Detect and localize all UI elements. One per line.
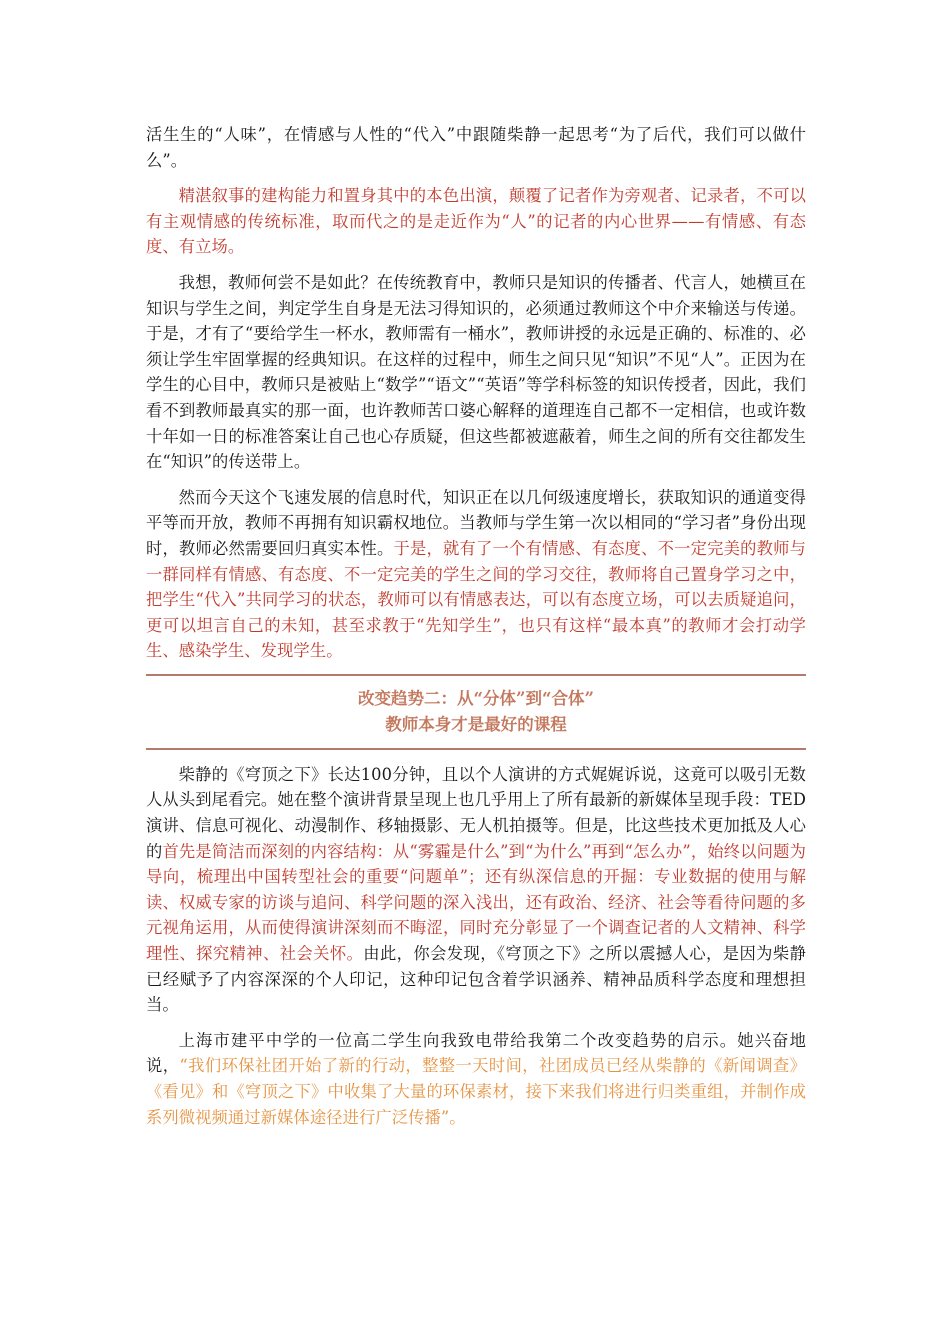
- paragraph-1: [146, 122, 806, 173]
- document-page: [146, 122, 806, 1140]
- paragraph-5-text-b: 由此，你会发现，《穹顶之下》之所以震撼人心，是因为柴静已经赋予了内容深深的个人印记，这种印记包含着学识涵养、精神品质科学态度和理想担当。: [146, 944, 806, 1015]
- paragraph-6-text: 上海市建平中学的一位高二学生向我致电带给我第二个改变趋势的启示。她兴奋地说，: [146, 1030, 806, 1076]
- paragraph-5: [146, 762, 806, 1018]
- paragraph-5-text-a: 柴静的《穹顶之下》长达100分钟，且以个人演讲的方式娓娓诉说，这竟可以吸引无数人从头到尾看完。她在整个演讲背景呈现上也几乎用上了所有最新的新媒体呈现手段：TED演讲、信息可视化、动漫制作、移轴摄影、无人机拍摄等。但是，比这些技术更加抵及人心的: [146, 764, 806, 861]
- paragraph-1-text: 活生生的“人味”，在情感与人性的“代入”中跟随柴静一起思考“为了后代，我们可以做什么”。: [146, 125, 806, 170]
- paragraph-6: [146, 1028, 806, 1130]
- paragraph-2: [146, 183, 806, 260]
- section-heading-line-2: 教师本身才是最好的课程: [385, 714, 567, 734]
- section-heading-line-1: 改变趋势二：从“分体”到“合体”: [358, 688, 594, 708]
- paragraph-4-text: 然而今天这个飞速发展的信息时代，知识正在以几何级速度增长，获取知识的通道变得平等而开放，教师不再拥有知识霸权地位。当教师与学生第一次以相同的“学习者”身份出现时，教师必然需要回归真实本性。: [146, 487, 806, 558]
- paragraph-4-highlight: 于是，就有了一个有情感、有态度、不一定完美的教师与一群同样有情感、有态度、不一定完美的学生之间的学习交往，教师将自己置身学习之中，把学生“代入”共同学习的状态，教师可以有情感表达，可以有态度立场，可以去质疑追问，更可以坦言自己的未知，甚至求教于“先知学生”，也只有这样“最本真”的教师才会打动学生、感染学生、发现学生。: [146, 538, 806, 661]
- paragraph-4: [146, 485, 806, 664]
- paragraph-2-highlight: 精湛叙事的建构能力和置身其中的本色出演，颠覆了记者作为旁观者、记录者，不可以有主观情感的传统标准，取而代之的是走近作为“人”的记者的内心世界——有情感、有态度、有立场。: [146, 186, 806, 257]
- paragraph-5-highlight: 首先是简洁而深刻的内容结构：从“雾霾是什么”到“为什么”再到“怎么办”，始终以问题为导向，梳理出中国转型社会的重要“问题单”；还有纵深信息的开掘：专业数据的使用与解读、权威专家的访谈与追问、科学问题的深入浅出，还有政治、经济、社会等看待问题的多元视角运用，从而使得演讲深刻而不晦涩，同时充分彰显了一个调查记者的人文精神、科学理性、探究精神、社会关怀。: [146, 841, 806, 964]
- paragraph-3-text: 我想，教师何尝不是如此？在传统教育中，教师只是知识的传播者、代言人，她横亘在知识与学生之间，判定学生自身是无法习得知识的，必须通过教师这个中介来输送与传递。于是，才有了“要给学生一杯水，教师需有一桶水”，教师讲授的永远是正确的、标准的、必须让学生牢固掌握的经典知识。在这样的过程中，师生之间只见“知识”不见“人”。正因为在学生的心目中，教师只是被贴上“数学”“语文”“英语”等学科标签的知识传授者，因此，我们看不到教师最真实的那一面，也许教师苦口婆心解释的道理连自己都不一定相信，也或许数十年如一日的标准答案让自己也心存质疑，但这些都被遮蔽着，师生之间的所有交往都发生在“知识”的传送带上。: [146, 272, 806, 472]
- paragraph-6-quote: “我们环保社团开始了新的行动，整整一天时间，社团成员已经从柴静的《新闻调查》《看见》和《穹顶之下》中收集了大量的环保素材，接下来我们将进行归类重组，并制作成系列微视频通过新媒体途径进行广泛传播”。: [146, 1056, 806, 1127]
- section-bottom-rule: [146, 748, 806, 750]
- paragraph-3: [146, 270, 806, 475]
- section-heading: [146, 676, 806, 748]
